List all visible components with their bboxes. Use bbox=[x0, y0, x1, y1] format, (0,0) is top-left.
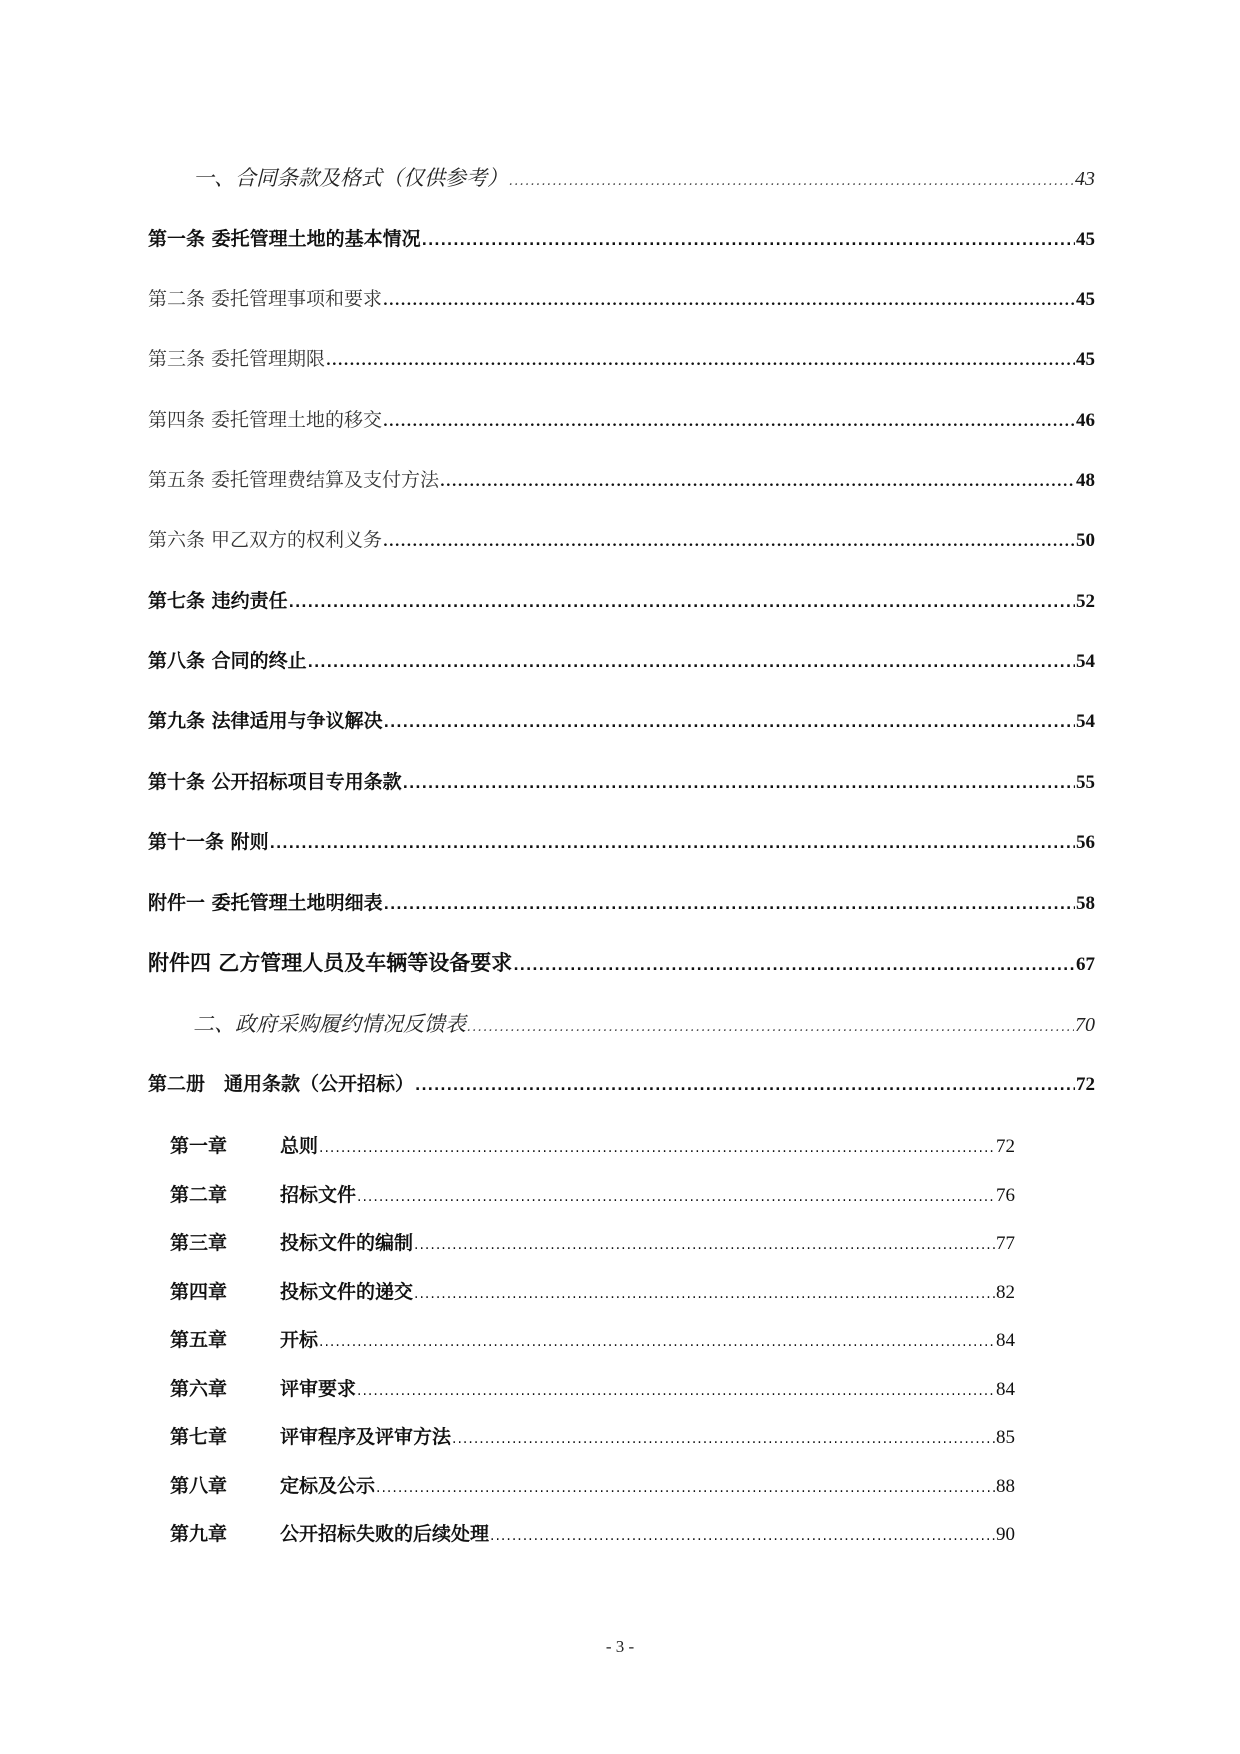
dot-leader bbox=[383, 415, 1075, 429]
toc-article-label: 第四条 委托管理土地的移交 bbox=[148, 409, 383, 431]
toc-article-1[interactable] bbox=[148, 230, 1095, 249]
toc-article-8[interactable] bbox=[148, 652, 1095, 671]
toc-page-number: 90 bbox=[996, 1524, 1015, 1545]
dot-leader bbox=[308, 656, 1075, 670]
footer-page-number: - 3 - bbox=[605, 1637, 635, 1656]
toc-article-3[interactable] bbox=[148, 350, 1095, 369]
toc-volume-label: 第二册 通用条款（公开招标） bbox=[148, 1073, 415, 1095]
toc-page-number: 58 bbox=[1076, 893, 1095, 914]
toc-article-5[interactable] bbox=[148, 471, 1095, 490]
toc-chapter-title: 公开招标失败的后续处理 bbox=[280, 1523, 490, 1545]
toc-chapter-4[interactable] bbox=[170, 1283, 1015, 1302]
toc-page-number: 72 bbox=[1076, 1074, 1095, 1095]
toc-article-7[interactable] bbox=[148, 592, 1095, 611]
toc-chapter-number: 第九章 bbox=[170, 1523, 228, 1545]
toc-chapter-label bbox=[170, 1428, 451, 1447]
dot-leader bbox=[384, 898, 1075, 912]
toc-page-number: 45 bbox=[1076, 349, 1095, 370]
toc-chapter-number: 第五章 bbox=[170, 1329, 228, 1351]
toc-chapter-title: 投标文件的递交 bbox=[280, 1281, 414, 1303]
toc-chapter-6[interactable] bbox=[170, 1380, 1015, 1399]
toc-chapter-number: 第四章 bbox=[170, 1281, 228, 1303]
toc-page-number: 54 bbox=[1076, 711, 1095, 732]
toc-article-2[interactable] bbox=[148, 290, 1095, 309]
dot-leader bbox=[452, 1432, 995, 1446]
toc-chapter-7[interactable] bbox=[170, 1428, 1015, 1447]
toc-page-number: 84 bbox=[996, 1379, 1015, 1400]
dot-leader bbox=[383, 535, 1075, 549]
toc-article-4[interactable] bbox=[148, 411, 1095, 430]
toc-article-label: 第七条 违约责任 bbox=[148, 590, 288, 612]
toc-section-label: 二、政府采购履约情况反馈表 bbox=[193, 1012, 466, 1036]
toc-chapter-number: 第六章 bbox=[170, 1378, 228, 1400]
toc-chapter-label bbox=[170, 1380, 356, 1399]
toc-page-number: 56 bbox=[1076, 832, 1095, 853]
toc-chapter-title: 开标 bbox=[280, 1329, 319, 1351]
toc-page-number: 54 bbox=[1076, 651, 1095, 672]
toc-chapter-title: 定标及公示 bbox=[280, 1475, 376, 1497]
toc-chapter-label bbox=[170, 1234, 413, 1253]
toc-article-label: 第十一条 附则 bbox=[148, 831, 269, 853]
dot-leader bbox=[513, 959, 1075, 973]
dot-leader bbox=[319, 1141, 995, 1155]
toc-article-label: 第六条 甲乙双方的权利义务 bbox=[148, 529, 383, 551]
toc-chapter-title: 招标文件 bbox=[280, 1184, 357, 1206]
dot-leader bbox=[440, 475, 1075, 489]
dot-leader bbox=[490, 1529, 995, 1543]
toc-chapter-2[interactable] bbox=[170, 1186, 1015, 1205]
toc-chapter-5[interactable] bbox=[170, 1331, 1015, 1350]
dot-leader bbox=[326, 354, 1075, 368]
dot-leader bbox=[415, 1079, 1075, 1093]
toc-chapter-label bbox=[170, 1477, 375, 1496]
toc-page-number: 50 bbox=[1076, 530, 1095, 551]
toc-article-9[interactable] bbox=[148, 712, 1095, 731]
toc-page-number: 46 bbox=[1076, 410, 1095, 431]
toc-page-number: 43 bbox=[1075, 168, 1095, 190]
toc-volume-2[interactable] bbox=[148, 1075, 1095, 1094]
toc-page-number: 45 bbox=[1076, 289, 1095, 310]
toc-chapter-title: 评审程序及评审方法 bbox=[280, 1426, 452, 1448]
toc-page-number: 77 bbox=[996, 1233, 1015, 1254]
dot-leader bbox=[376, 1481, 995, 1495]
toc-chapter-label bbox=[170, 1283, 413, 1302]
toc-article-label: 第九条 法律适用与争议解决 bbox=[148, 710, 383, 732]
toc-article-label: 附件四 乙方管理人员及车辆等设备要求 bbox=[148, 951, 513, 975]
toc-article-label: 第八条 合同的终止 bbox=[148, 650, 307, 672]
toc-chapter-label bbox=[170, 1331, 318, 1350]
toc-section-2[interactable] bbox=[193, 1014, 1095, 1035]
toc-article-11[interactable] bbox=[148, 833, 1095, 852]
toc-annex-4[interactable] bbox=[148, 953, 1095, 974]
toc-article-label: 第二条 委托管理事项和要求 bbox=[148, 288, 383, 310]
dot-leader bbox=[414, 1287, 995, 1301]
toc-page-number: 52 bbox=[1076, 591, 1095, 612]
toc-page-number: 67 bbox=[1076, 954, 1095, 975]
toc-chapter-label bbox=[170, 1186, 356, 1205]
dot-leader bbox=[414, 1238, 995, 1252]
toc-chapter-9[interactable] bbox=[170, 1525, 1015, 1544]
toc-chapter-title: 投标文件的编制 bbox=[280, 1232, 414, 1254]
toc-article-label: 第十条 公开招标项目专用条款 bbox=[148, 771, 402, 793]
toc-article-label: 第三条 委托管理期限 bbox=[148, 348, 326, 370]
toc-article-label: 第五条 委托管理费结算及支付方法 bbox=[148, 469, 440, 491]
toc-chapter-number: 第二章 bbox=[170, 1184, 228, 1206]
dot-leader bbox=[403, 777, 1075, 791]
toc-chapter-number: 第一章 bbox=[170, 1135, 228, 1157]
dot-leader bbox=[319, 1335, 995, 1349]
dot-leader bbox=[270, 837, 1075, 851]
toc-chapter-3[interactable] bbox=[170, 1234, 1015, 1253]
toc-section-1[interactable] bbox=[193, 168, 1095, 189]
toc-chapter-title: 总则 bbox=[280, 1135, 319, 1157]
toc-page-number: 55 bbox=[1076, 772, 1095, 793]
toc-chapter-label bbox=[170, 1137, 318, 1156]
dot-leader bbox=[422, 234, 1075, 248]
toc-page-number: 45 bbox=[1076, 229, 1095, 250]
toc-chapter-label bbox=[170, 1525, 489, 1544]
toc-article-label: 第一条 委托管理土地的基本情况 bbox=[148, 228, 421, 250]
toc-section-label: 一、合同条款及格式（仅供参考） bbox=[193, 166, 508, 190]
dot-leader bbox=[383, 294, 1075, 308]
toc-chapter-8[interactable] bbox=[170, 1477, 1015, 1496]
toc-chapter-1[interactable] bbox=[170, 1137, 1015, 1156]
toc-article-6[interactable] bbox=[148, 531, 1095, 550]
dot-leader bbox=[357, 1190, 995, 1204]
toc-page-number: 85 bbox=[996, 1427, 1015, 1448]
toc-chapter-number: 第三章 bbox=[170, 1232, 228, 1254]
dot-leader bbox=[509, 174, 1074, 188]
dot-leader bbox=[289, 596, 1075, 610]
dot-leader bbox=[467, 1020, 1074, 1034]
toc-page-number: 72 bbox=[996, 1136, 1015, 1157]
toc-chapter-title: 评审要求 bbox=[280, 1378, 357, 1400]
toc-page-number: 70 bbox=[1075, 1014, 1095, 1036]
toc-page-number: 48 bbox=[1076, 470, 1095, 491]
dot-leader bbox=[357, 1384, 995, 1398]
toc-page-number: 82 bbox=[996, 1282, 1015, 1303]
toc-article-label: 附件一 委托管理土地明细表 bbox=[148, 892, 383, 914]
toc-page-number: 88 bbox=[996, 1476, 1015, 1497]
toc-article-10[interactable] bbox=[148, 773, 1095, 792]
toc-page-number: 84 bbox=[996, 1330, 1015, 1351]
dot-leader bbox=[384, 716, 1075, 730]
toc-chapter-number: 第八章 bbox=[170, 1475, 228, 1497]
toc-page-number: 76 bbox=[996, 1185, 1015, 1206]
toc-annex-1[interactable] bbox=[148, 894, 1095, 913]
toc-chapter-number: 第七章 bbox=[170, 1426, 228, 1448]
